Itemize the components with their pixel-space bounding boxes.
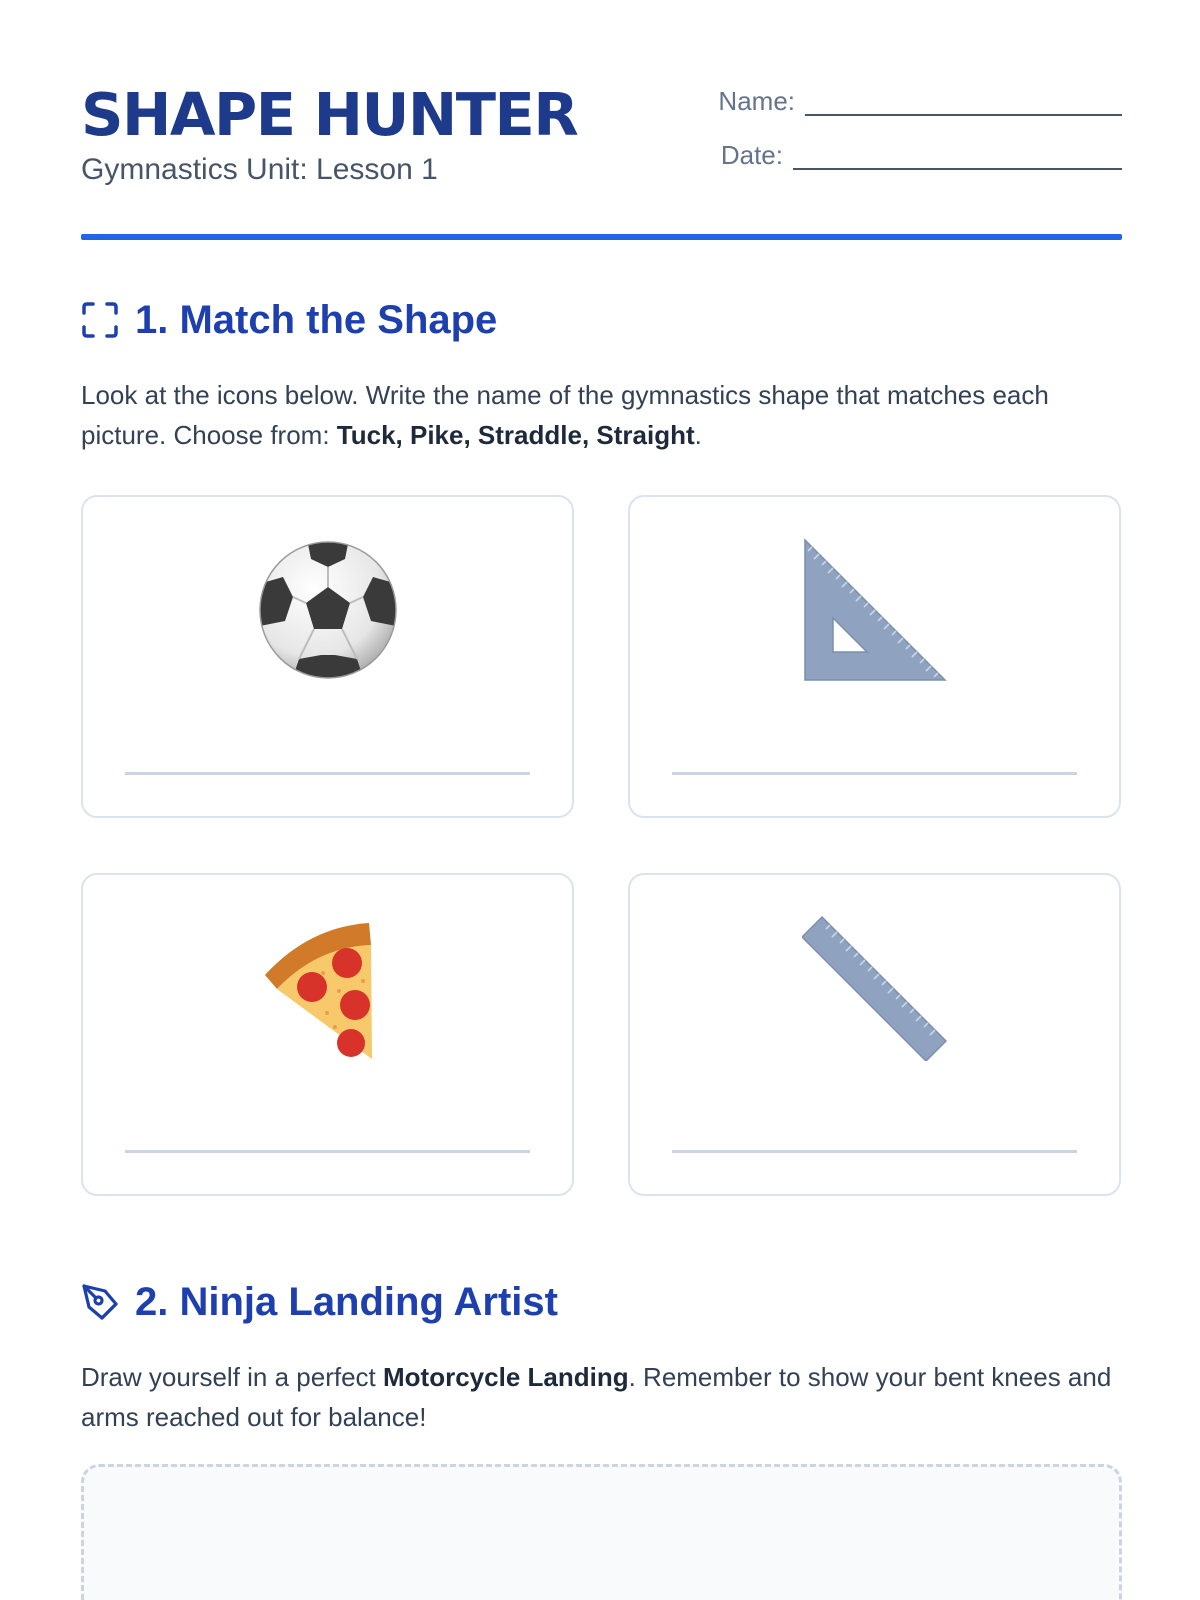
section-2-title: 2. Ninja Landing Artist — [135, 1280, 558, 1324]
date-field[interactable] — [721, 140, 1122, 170]
worksheet-subtitle: Gymnastics Unit: Lesson 1 — [81, 153, 438, 186]
soccer-ball-icon — [255, 537, 401, 683]
match-card — [81, 873, 574, 1196]
landing-emphasis: Motorcycle Landing — [383, 1362, 629, 1392]
section-2-instructions: Draw yourself in a perfect Motorcycle Landing. Remember to show your bent knees and arms reached out for balance! — [81, 1362, 1112, 1432]
dashed-frame-icon — [81, 301, 119, 339]
section-1-title: 1. Match the Shape — [135, 298, 498, 342]
pizza-slice-icon — [255, 915, 401, 1061]
answer-line[interactable] — [672, 1150, 1077, 1153]
triangle-ruler-icon — [802, 537, 948, 683]
answer-line[interactable] — [672, 772, 1077, 775]
match-card — [628, 873, 1121, 1196]
match-card — [81, 495, 574, 818]
worksheet-title: SHAPE HUNTER — [81, 80, 578, 149]
section-2-heading — [81, 1278, 558, 1326]
name-field[interactable] — [718, 86, 1122, 116]
answer-line[interactable] — [125, 1150, 530, 1153]
date-write-line[interactable] — [793, 148, 1122, 170]
date-label: Date: — [720, 140, 783, 170]
pen-nib-icon — [81, 1283, 119, 1321]
section-1-heading — [81, 296, 497, 344]
answer-line[interactable] — [125, 772, 530, 775]
name-write-line[interactable] — [805, 94, 1122, 116]
section-1-instructions: Look at the icons below. Write the name of the gymnastics shape that matches each picture. Choose from: Tuck, Pike, Straddle, Straight. — [81, 380, 1049, 450]
straight-ruler-icon — [802, 915, 948, 1061]
header-divider — [81, 234, 1122, 240]
match-card — [628, 495, 1121, 818]
name-label: Name: — [718, 86, 795, 116]
worksheet-header — [81, 80, 1122, 240]
drawing-area[interactable] — [81, 1464, 1122, 1600]
shape-choices: Tuck, Pike, Straddle, Straight — [336, 420, 695, 450]
